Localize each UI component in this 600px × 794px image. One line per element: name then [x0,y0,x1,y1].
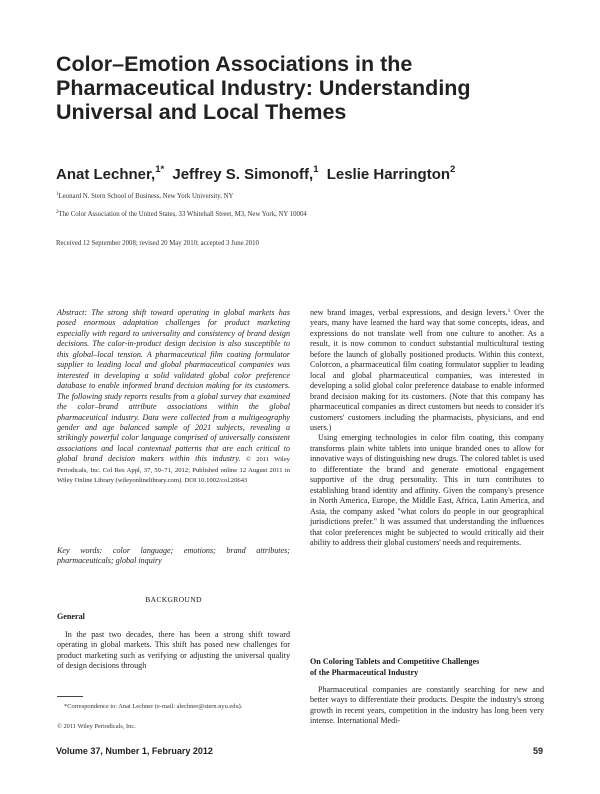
affiliation [56,210,307,218]
paragraph-text: Pharmaceutical companies are constantly searching for new and better ways to differentiate their products. Despite the industry's strong growth in recent years, competition in the industry has long been very intense. International Medi- [310,685,544,726]
right-column-text [310,308,544,548]
publication-info: © 2011 Wiley Periodicals, Inc. Col Res Appl, 37, 59–71, 2012; Published online 12 August 2011 in Wiley Online Library (wileyonlinelibrary.com). DOI 10.1002/col.20643 [57,456,290,485]
journal-issue: Volume 37, Number 1, February 2012 [56,746,213,756]
subsection-heading [310,657,544,678]
section-heading: BACKGROUND [145,595,202,604]
paragraph-text: In the past two decades, there has been a strong shift toward operating in global markets. This shift has posed new challenges for product marketing such as verifying or adjusting the universal quality of design decisions through [57,630,290,671]
author-affiliation-mark: 1* [155,164,165,175]
author-name: Anat Lechner, [56,166,156,183]
copyright-note: © 2011 Wiley Periodicals, Inc. [57,723,136,730]
keywords: Key words: color language; emotions; brand attributes; pharmaceuticals; global inquiry [57,546,290,566]
affiliation-text: The Color Association of the United States, 33 Whitehall Street, M3, New York, NY 10004 [58,211,307,218]
received-dates: Received 12 September 2008; revised 20 May 2010; accepted 3 June 2010 [56,240,259,247]
correspondence-note: *Correspondence to: Anat Lechner (e-mail: alechner@stern.nyu.edu). [64,703,243,710]
body-paragraph [310,685,544,727]
article-title [56,52,556,124]
body-paragraph: Using emerging technologies in color film coating, this company transforms plain white tablets into unique branded ones to allow for innovative ways of distinguishing new drugs. The colored tablet is used to differentiate the brand and generate emotional engagement supportive of the drug personality. This in turn contributes to establishing brand identity and affinity. Given the company's presence in North America, Europe, the Middle East, Africa, Latin America, and Asia, the company asked ''what colors do people in our geographical jurisdictions prefer.'' It was assumed that understanding the influences that color preferences might be subjected to would critically aid their ability to address their global customers' needs and requirements. [310,433,544,547]
title-line: Universal and Local Themes [56,100,347,124]
author-name: Leslie Harrington [326,166,451,183]
affiliation [56,192,233,200]
footnote-divider [57,696,83,697]
heading-line: On Coloring Tablets and Competitive Challenges [310,657,480,666]
affiliation-number: 1 [56,192,59,197]
author-name: Jeffrey S. Simonoff, [172,166,314,183]
abstract-text: Abstract: The strong shift toward operating in global markets has posed enormous adaptation challenges for product marketing especially with regard to universality and consistency of brand design decisions. The color-in-product design decision is also susceptible to this global–local tension. A pharmaceutical film coating formulator supplier to leading local and global pharmaceutical companies was interested in developing a solid validated global color preference database to enable informed brand decision making for its customers. The following study reports results from a global survey that examined the color–brand attribute associations within the global pharmaceutical industry. Data were collected from a multigeography gender and age balanced sample of 2021 subjects, revealing a strikingly powerful color language comprised of universally consistent associations and local contextual patterns that are each critical to global brand decision makers within this industry. [57,308,290,464]
subsection-heading: General [57,612,85,621]
author-affiliation-mark: 2 [450,164,456,175]
author-list [56,164,455,183]
heading-line: of the Pharmaceutical Industry [310,667,419,677]
affiliation-text: Leonard N. Stern School of Business, New York University, NY [58,193,234,200]
paragraph-text: new brand images, verbal expressions, and design levers. [310,308,508,317]
affiliation-number: 2 [56,210,59,215]
reference-mark: 1 [507,308,511,314]
page-number: 59 [532,746,543,756]
paragraph-text: Over the years, many have learned the hard way that some concepts, ideas, and expressions do not translate well from one culture to another. As a result, it is now common to conduct substantial multicultural testing before the launch of globally positioned products. Within this context, Colorcon, a pharmaceutical film coating formulator supplier to leading local and global pharmaceutical companies, was interested in developing a solid global color preference database to enable informed brand decision making for its customers. (Note that this company has pharmaceutical companies as direct customers but needs to consider it's customers' customers including the pharmacists, physicians, and end users.) [310,308,544,432]
abstract [57,308,290,486]
title-line: Color–Emotion Associations in the [56,52,413,76]
body-paragraph [310,308,544,433]
body-paragraph [57,630,290,672]
title-line: Pharmaceutical Industry: Understanding [56,76,471,100]
author-affiliation-mark: 1 [313,164,319,175]
